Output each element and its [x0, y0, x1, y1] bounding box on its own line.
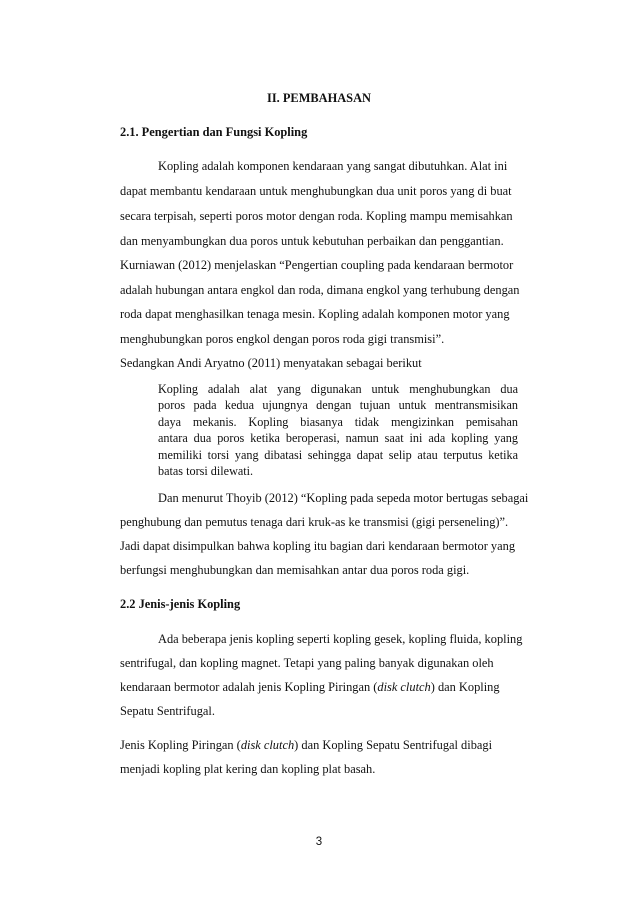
- paragraph-line: Kopling adalah komponen kendaraan yang sangat dibutuhkan. Alat ini: [158, 159, 508, 173]
- paragraph-line: menghubungkan poros engkol dengan poros roda gigi transmisi”.: [120, 332, 445, 346]
- paragraph-line: dan menyambungkan dua poros untuk kebutuhan perbaikan dan penggantian.: [120, 234, 504, 248]
- quote-line: antara dua poros ketika beroperasi, namun saat ini ada kopling yang: [158, 431, 518, 446]
- quote-line: Kopling adalah alat yang digunakan untuk menghubungkan dua: [158, 382, 518, 396]
- paragraph-line: Kurniawan (2012) menjelaskan “Pengertian coupling pada kendaraan bermotor: [120, 258, 514, 272]
- subsection-heading-2-2: 2.2 Jenis-jenis Kopling: [120, 597, 241, 611]
- italic-term: disk clutch: [240, 738, 295, 752]
- italic-term: disk clutch: [377, 680, 431, 694]
- paragraph-line: Sepatu Sentrifugal.: [120, 704, 215, 718]
- paragraph-line: penghubung dan pemutus tenaga dari kruk-as ke transmisi (gigi perseneling)”.: [120, 515, 509, 529]
- block-quote: [158, 381, 518, 479]
- paragraph-line: dapat membantu kendaraan untuk menghubungkan dua unit poros yang di buat: [120, 184, 512, 198]
- subsection-heading-2-1: 2.1. Pengertian dan Fungsi Kopling: [120, 125, 308, 139]
- paragraph-line: Jenis Kopling Piringan (disk clutch) dan Kopling Sepatu Sentrifugal dibagi: [120, 738, 493, 752]
- section-title: II. PEMBAHASAN: [267, 91, 371, 105]
- paragraph-line: kendaraan bermotor adalah jenis Kopling Piringan (disk clutch) dan Kopling: [120, 680, 500, 694]
- paragraph-line: Sedangkan Andi Aryatno (2011) menyatakan sebagai berikut: [120, 356, 422, 370]
- paragraph-line: menjadi kopling plat kering dan kopling plat basah.: [120, 762, 376, 776]
- paragraph-line: berfungsi menghubungkan dan memisahkan antar dua poros roda gigi.: [120, 563, 470, 577]
- quote-line: daya mekanis. Kopling biasanya tidak mengizinkan pemisahan: [158, 414, 518, 429]
- paragraph-line: adalah hubungan antara engkol dan roda, dimana engkol yang terhubung dengan: [120, 283, 520, 297]
- paragraph-line: Jadi dapat disimpulkan bahwa kopling itu bagian dari kendaraan bermotor yang: [120, 539, 516, 553]
- quote-line: memiliki torsi yang dibatasi sehingga dapat selip atau terputus ketika: [158, 447, 518, 462]
- paragraph-line: roda dapat menghasilkan tenaga mesin. Kopling adalah komponen motor yang: [120, 307, 510, 321]
- quote-line: batas torsi dilewati.: [158, 464, 254, 479]
- paragraph-line: Dan menurut Thoyib (2012) “Kopling pada sepeda motor bertugas sebagai: [158, 491, 529, 505]
- paragraph-line: Ada beberapa jenis kopling seperti kopling gesek, kopling fluida, kopling: [158, 632, 523, 646]
- paragraph-line: sentrifugal, dan kopling magnet. Tetapi yang paling banyak digunakan oleh: [120, 656, 494, 670]
- paragraph-line: secara terpisah, seperti poros motor dengan roda. Kopling mampu memisahkan: [120, 209, 513, 223]
- quote-line: poros pada kedua ujungnya dengan tujuan untuk mentransmisikan: [158, 398, 518, 413]
- page-number: 3: [315, 836, 323, 848]
